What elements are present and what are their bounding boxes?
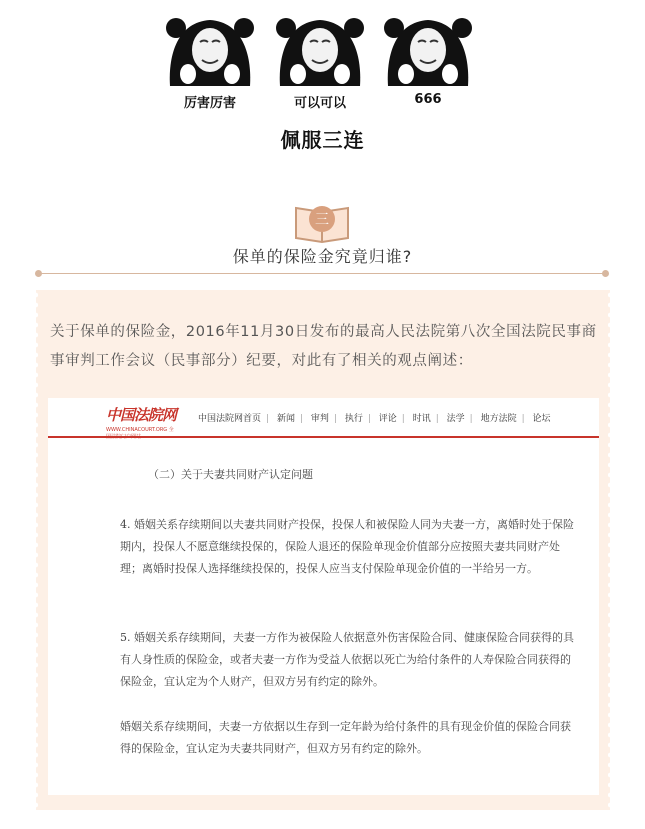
site-logo: [106, 404, 176, 440]
meme-caption: 厉害厉害: [183, 96, 236, 111]
intro-paragraph: 关于保单的保险金，2016年11月30日发布的最高人民法院第八次全国法院民事商事审判工作会议（民事部分）纪要，对此有了相关的观点阐述：: [50, 324, 597, 369]
nav-item-law[interactable]: 法学: [446, 414, 465, 424]
content-panel: [36, 290, 610, 810]
nav-item-forum[interactable]: 论坛: [532, 414, 551, 424]
document-paragraph: 5. 婚姻关系存续期间，夫妻一方作为被保险人依据意外伤害保险合同、健康保险合同获得的具有人身性质的保险金，或者夫妻一方作为受益人依据以死亡为给付条件的人寿保险合同获得的保险金，宜认定为个人财产，但双方另有约定的除外。: [120, 631, 574, 688]
panda-meme-icon: [274, 14, 366, 86]
panda-meme-icon: [382, 14, 474, 86]
logo-title: 中国法院网: [106, 406, 177, 424]
meme-caption: 可以可以: [293, 96, 346, 111]
meme-3: [378, 14, 478, 107]
meme-row: [160, 14, 490, 114]
section-divider: [38, 273, 606, 274]
nav-item-home[interactable]: 中国法院网首页: [198, 414, 262, 424]
nav-item-trial[interactable]: 审判: [310, 414, 329, 424]
court-document-screenshot: [48, 398, 599, 795]
meme-1: [160, 14, 260, 111]
nav-item-enforcement[interactable]: 执行: [344, 414, 363, 424]
site-nav: [48, 398, 599, 438]
nav-items: 中国法院网首页 | 新闻 | 审判 | 执行 | 评论 | 时讯 | 法学 | 地方法院 | 论坛: [198, 411, 551, 424]
document-paragraph: 婚姻关系存续期间，夫妻一方依据以生存到一定年龄为给付条件的具有现金价值的保险合同获得的保险金，宜认定为夫妻共同财产，但双方另有约定的除外。: [120, 720, 571, 755]
praise-caption: 佩服三连: [280, 128, 365, 152]
rule-dot-right: [602, 270, 609, 277]
section-number: 三: [315, 212, 329, 228]
logo-subtitle: WWW.CHINACOURT.ORG 全国法院门户网站: [106, 427, 174, 440]
section-title: 保单的保险金究竟归谁?: [232, 247, 413, 266]
nav-item-local-courts[interactable]: 地方法院: [480, 414, 517, 424]
book-icon: [292, 200, 352, 244]
meme-2: [270, 14, 370, 111]
nav-item-bulletin[interactable]: 时讯: [412, 414, 431, 424]
document-heading: （二）关于夫妻共同财产认定问题: [148, 468, 313, 481]
nav-item-commentary[interactable]: 评论: [378, 414, 397, 424]
document-paragraph: 4. 婚姻关系存续期间以夫妻共同财产投保，投保人和被保险人同为夫妻一方，离婚时处于保险期内，投保人不愿意继续投保的，保险人退还的保险单现金价值部分应按照夫妻共同财产处理；离婚时投保人选择继续投保的，投保人应当支付保险单现金价值的一半给另一方。: [120, 518, 574, 575]
meme-caption: 666: [414, 92, 442, 107]
panda-meme-icon: [164, 14, 256, 86]
nav-item-news[interactable]: 新闻: [276, 414, 295, 424]
